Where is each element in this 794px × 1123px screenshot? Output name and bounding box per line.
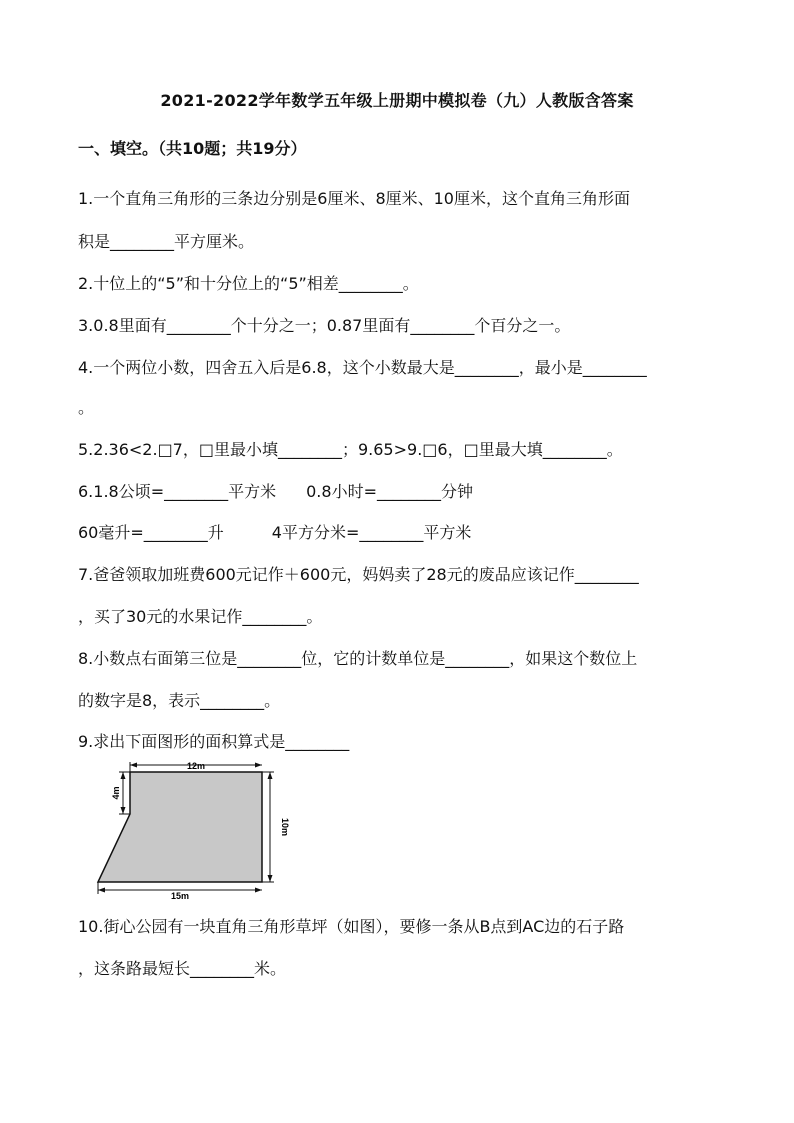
question-3: 3.0.8里面有________个十分之一；0.87里面有________个百分之一。 bbox=[78, 316, 571, 335]
question-8-line-1: 8.小数点右面第三位是________位，它的计数单位是________，如果这个数位上 bbox=[78, 649, 638, 668]
question-7-line-2: ，买了30元的水果记作________。 bbox=[78, 607, 323, 626]
bottom-dimension-label: 15m bbox=[170, 891, 190, 900]
trapezoid-figure bbox=[92, 760, 292, 900]
page-title: 2021-2022学年数学五年级上册期中模拟卷（九）人教版含答案 bbox=[160, 91, 634, 110]
question-7-line-1: 7.爸爸领取加班费600元记作＋600元，妈妈卖了28元的废品应该记作________ bbox=[78, 565, 639, 584]
question-6-item-3: 60毫升=________升 bbox=[78, 523, 224, 542]
question-1-line-2: 积是________平方厘米。 bbox=[78, 232, 255, 251]
question-6-item-1: 6.1.8公顷=________平方米 bbox=[78, 482, 277, 501]
question-2: 2.十位上的“5”和十分位上的“5”相差________。 bbox=[78, 274, 419, 293]
question-6-item-2: 0.8小时=________分钟 bbox=[306, 482, 473, 501]
section-heading: 一、填空。（共10题；共19分） bbox=[78, 139, 307, 158]
question-10-line-2: ，这条路最短长________米。 bbox=[78, 959, 287, 978]
question-6-row-2 bbox=[78, 520, 471, 543]
question-4-line-1: 4.一个两位小数，四舍五入后是6.8，这个小数最大是________，最小是________ bbox=[78, 358, 647, 377]
question-10-line-1: 10.街心公园有一块直角三角形草坪（如图），要修一条从B点到AC边的石子路 bbox=[78, 917, 625, 936]
top-dimension-label: 12m bbox=[186, 761, 206, 771]
question-8-line-2: 的数字是8，表示________。 bbox=[78, 691, 281, 710]
question-6-row-1 bbox=[78, 479, 473, 502]
question-4-line-2: 。 bbox=[78, 398, 95, 417]
question-9: 9.求出下面图形的面积算式是________ bbox=[78, 732, 350, 751]
question-1-line-1: 1.一个直角三角形的三条边分别是6厘米、8厘米、10厘米，这个直角三角形面 bbox=[78, 189, 630, 208]
question-6-item-4: 4平方分米=________平方米 bbox=[271, 523, 472, 542]
question-5: 5.2.36<2.□7，□里最小填________；9.65>9.□6，□里最大填________。 bbox=[78, 440, 623, 459]
right-dimension-label: 10m bbox=[280, 817, 290, 837]
left-dimension-label: 4m bbox=[111, 786, 121, 800]
